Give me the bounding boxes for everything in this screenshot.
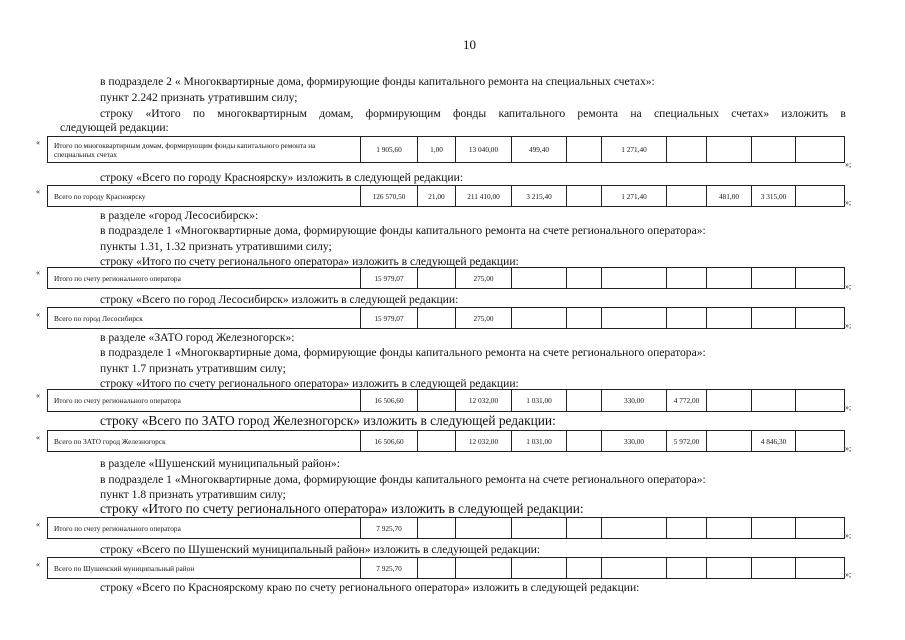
table-cell [667,186,707,207]
word: капитального [498,107,566,120]
data-table [47,307,845,329]
word: на [630,107,642,120]
table-cell [796,431,845,452]
table-row [48,137,845,163]
table-cell [602,308,667,329]
text-line: в подразделе 1 «Многоквартирные дома, формирующие фонды капитального ремонта на счете регионального оператора»: [100,224,706,237]
table-cell [512,558,567,579]
table-cell [707,137,752,163]
open-quote: « [36,138,40,147]
table-cell [602,518,667,539]
table-cell: 16 506,60 [361,390,418,412]
row-label: Итого по многоквартирным домам, формирующим фонды капитального ремонта на специальных счетах [48,137,361,163]
table-row [48,268,845,289]
word: по [192,107,205,120]
table-row [48,518,845,539]
data-table [47,185,845,207]
word: изложить [781,107,829,120]
table-cell [567,186,602,207]
open-quote: « [36,310,40,319]
table-cell [567,137,602,163]
text-line: строку «Всего по Шушенский муниципальный район» изложить в следующей редакции: [100,543,541,556]
word: в [840,107,846,120]
close-quote: »; [845,403,852,412]
text-line: строку «Итого по счету регионального оператора» изложить в следующей редакции: [100,377,519,390]
table-cell: 12 032,00 [456,390,512,412]
page-number: 10 [463,37,476,52]
text-line: строку «Итого по счету регионального оператора» изложить в следующей редакции: [100,255,519,268]
table-cell: 3 315,00 [752,186,796,207]
open-quote: « [36,560,40,569]
table-cell [752,558,796,579]
table-cell: 481,00 [707,186,752,207]
table-cell [796,308,845,329]
text-line: пункт 2.242 признать утратившим силу; [100,91,298,104]
table-cell [796,137,845,163]
data-table [47,136,845,163]
close-quote: »; [845,570,852,579]
table-cell [567,308,602,329]
table-cell: 21,00 [418,186,456,207]
word: домам, [319,107,354,120]
word: ремонта [577,107,619,120]
close-quote: »; [845,321,852,330]
text-line: в подразделе 2 « Многоквартирные дома, формирующие фонды капитального ремонта на специальных счетах»: [100,75,655,88]
data-table [47,517,845,539]
data-table [47,557,845,579]
table-cell [667,518,707,539]
text-line: в разделе «ЗАТО город Железногорск»: [100,331,295,344]
row-label: Всего по город Лесосибирск [48,308,361,329]
table-cell [602,268,667,289]
text-line: следующей редакции: [60,121,169,134]
table-cell: 1 905,60 [361,137,418,163]
word: счетах» [731,107,770,120]
table-cell: 7 925,70 [361,558,418,579]
table-cell [456,558,512,579]
open-quote: « [36,187,40,196]
table-cell [752,390,796,412]
table-cell [418,390,456,412]
table-cell: 15 979,07 [361,268,418,289]
table-cell [418,558,456,579]
row-label: Всего по городу Красноярску [48,186,361,207]
word: строку [100,107,134,120]
table-cell: 12 032,00 [456,431,512,452]
table-cell: 1 031,00 [512,431,567,452]
table-cell [567,431,602,452]
table-cell [707,308,752,329]
table-cell [707,268,752,289]
table-cell: 499,40 [512,137,567,163]
table-row [48,186,845,207]
row-label: Всего по Шушенский муниципальный район [48,558,361,579]
table-cell [667,308,707,329]
word: фонды [453,107,487,120]
table-cell: 4 846,30 [752,431,796,452]
table-cell: 4 772,00 [667,390,707,412]
table-cell [707,431,752,452]
text-line: пункты 1.31, 1.32 признать утратившими силу; [100,240,332,253]
table-cell [796,558,845,579]
table-cell [418,268,456,289]
open-quote: « [36,433,40,442]
table-cell [512,308,567,329]
table-cell [796,518,845,539]
table-cell: 5 972,00 [667,431,707,452]
table-row [48,558,845,579]
word: специальных [653,107,720,120]
close-quote: »; [845,160,852,169]
text-line-justified [100,107,846,121]
table-row [48,390,845,412]
table-cell [796,390,845,412]
table-cell [567,390,602,412]
table-cell: 330,00 [602,431,667,452]
table-cell [752,268,796,289]
table-cell: 1 031,00 [512,390,567,412]
open-quote: « [36,268,40,277]
table-cell: 126 570,50 [361,186,418,207]
table-cell: 1 271,40 [602,186,667,207]
table-cell [707,518,752,539]
text-line: пункт 1.7 признать утратившим силу; [100,362,286,375]
open-quote: « [36,391,40,400]
data-table [47,267,845,289]
word: многоквартирным [217,107,307,120]
text-line: строку «Всего по городу Красноярску» изложить в следующей редакции: [100,171,464,184]
table-cell [567,268,602,289]
text-line: в разделе «Шушенский муниципальный район»: [100,457,340,470]
close-quote: »; [845,282,852,291]
table-cell [707,558,752,579]
table-cell [707,390,752,412]
text-line: строку «Итого по счету регионального оператора» изложить в следующей редакции: [100,501,584,516]
table-cell [796,268,845,289]
text-line: строку «Всего по город Лесосибирск» изложить в следующей редакции: [100,293,459,306]
table-cell [512,518,567,539]
table-cell [667,268,707,289]
text-line: строку «Всего по Красноярскому краю по счету регионального оператора» изложить в следующей редакции: [100,581,640,594]
text-line: в разделе «город Лесосибирск»: [100,209,259,222]
word: формирующим [365,107,441,120]
table-cell [567,558,602,579]
data-table [47,430,845,452]
text-line: в подразделе 1 «Многоквартирные дома, формирующие фонды капитального ремонта на счете регионального оператора»: [100,473,706,486]
close-quote: »; [845,198,852,207]
close-quote: »; [845,444,852,453]
table-row [48,308,845,329]
table-cell: 275,00 [456,308,512,329]
table-cell: 16 506,60 [361,431,418,452]
row-label: Итого по счету регионального оператора [48,390,361,412]
table-cell [667,558,707,579]
table-cell [752,137,796,163]
row-label: Всего по ЗАТО город Железногорск [48,431,361,452]
word: «Итого [145,107,181,120]
table-cell: 211 410,00 [456,186,512,207]
table-cell [796,186,845,207]
table-cell [752,308,796,329]
table-cell: 15 979,07 [361,308,418,329]
table-cell [418,518,456,539]
open-quote: « [36,520,40,529]
table-cell [752,518,796,539]
table-cell [667,137,707,163]
text-line: пункт 1.8 признать утратившим силу; [100,488,286,501]
text-line: в подразделе 1 «Многоквартирные дома, формирующие фонды капитального ремонта на счете регионального оператора»: [100,346,706,359]
table-cell [456,518,512,539]
data-table [47,389,845,412]
table-cell [602,558,667,579]
table-row [48,431,845,452]
table-cell [418,308,456,329]
table-cell [567,518,602,539]
table-cell: 13 040,00 [456,137,512,163]
table-cell: 7 925,70 [361,518,418,539]
text-line: строку «Всего по ЗАТО город Железногорск» изложить в следующей редакции: [100,413,556,428]
table-cell: 275,00 [456,268,512,289]
table-cell [418,431,456,452]
table-cell: 1,00 [418,137,456,163]
table-cell: 1 271,40 [602,137,667,163]
row-label: Итого по счету регионального оператора [48,268,361,289]
row-label: Итого по счету регионального оператора [48,518,361,539]
close-quote: »; [845,531,852,540]
table-cell: 3 215,40 [512,186,567,207]
table-cell [512,268,567,289]
table-cell: 330,00 [602,390,667,412]
